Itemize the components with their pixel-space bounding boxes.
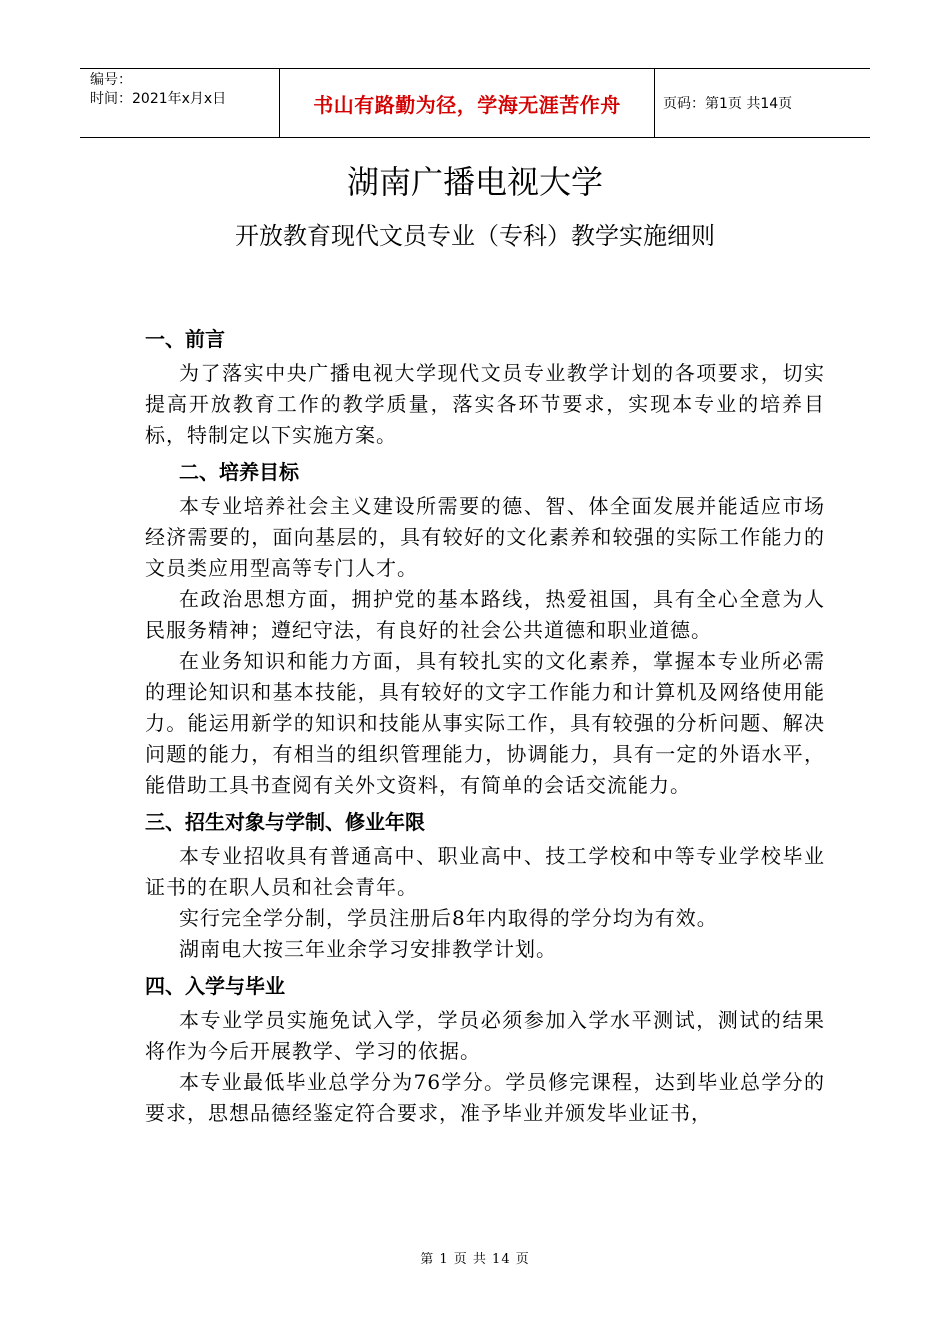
paragraph: 本专业培养社会主义建设所需要的德、智、体全面发展并能适应市场经济需要的，面向基层的，具有较好的文化素养和较强的实际工作能力的文员类应用型高等专门人才。 <box>145 494 825 580</box>
paragraph: 本专业最低毕业总学分为76学分。学员修完课程，达到毕业总学分的要求，思想品德经鉴定符合要求，准予毕业并颁发毕业证书， <box>145 1070 825 1125</box>
section-heading-admission-graduation: 四、入学与毕业 <box>145 974 285 998</box>
paragraph: 在业务知识和能力方面，具有较扎实的文化素养，掌握本专业所必需的理论知识和基本技能，具有较好的文字工作能力和计算机及网络使用能力。能运用新学的知识和技能从事实际工作，具有较强的分析问题、解决问题的能力，有相当的组织管理能力，协调能力，具有一定的外语水平，能借助工具书查阅有关外文资料，有简单的会话交流能力。 <box>145 649 825 797</box>
document-title: 湖南广播电视大学 <box>346 163 603 201</box>
header-left-cell <box>80 69 280 137</box>
document-subtitle: 开放教育现代文员专业（专科）教学实施细则 <box>235 222 715 250</box>
paragraph: 本专业招收具有普通高中、职业高中、技工学校和中等专业学校毕业证书的在职人员和社会青年。 <box>145 844 825 899</box>
page-footer: 第 1 页 共 14 页 <box>420 1252 530 1267</box>
paragraph: 实行完全学分制，学员注册后8年内取得的学分均为有效。 <box>179 906 718 930</box>
motto: 书山有路勤为径，学海无涯苦作舟 <box>280 69 655 137</box>
document-body <box>145 318 825 1129</box>
paragraph: 为了落实中央广播电视大学现代文员专业教学计划的各项要求，切实提高开放教育工作的教学质量，落实各环节要求，实现本专业的培养目标，特制定以下实施方案。 <box>145 361 825 447</box>
header-table <box>80 68 870 138</box>
date-line: 时间：2021年x月x日 <box>90 91 227 107</box>
number-label: 编号： <box>90 72 132 88</box>
paragraph: 在政治思想方面，拥护党的基本路线，热爱祖国，具有全心全意为人民服务精神；遵纪守法，有良好的社会公共道德和职业道德。 <box>145 587 825 642</box>
section-heading-enrollment: 三、招生对象与学制、修业年限 <box>145 810 425 834</box>
section-heading-objectives: 二、培养目标 <box>179 460 299 484</box>
section-heading-preface: 一、前言 <box>145 327 225 351</box>
paragraph: 本专业学员实施免试入学，学员必须参加入学水平测试，测试的结果将作为今后开展教学、学习的依据。 <box>145 1008 825 1063</box>
paragraph: 湖南电大按三年业余学习安排教学计划。 <box>179 937 557 961</box>
page-info: 页码：第1页 共14页 <box>663 96 793 112</box>
